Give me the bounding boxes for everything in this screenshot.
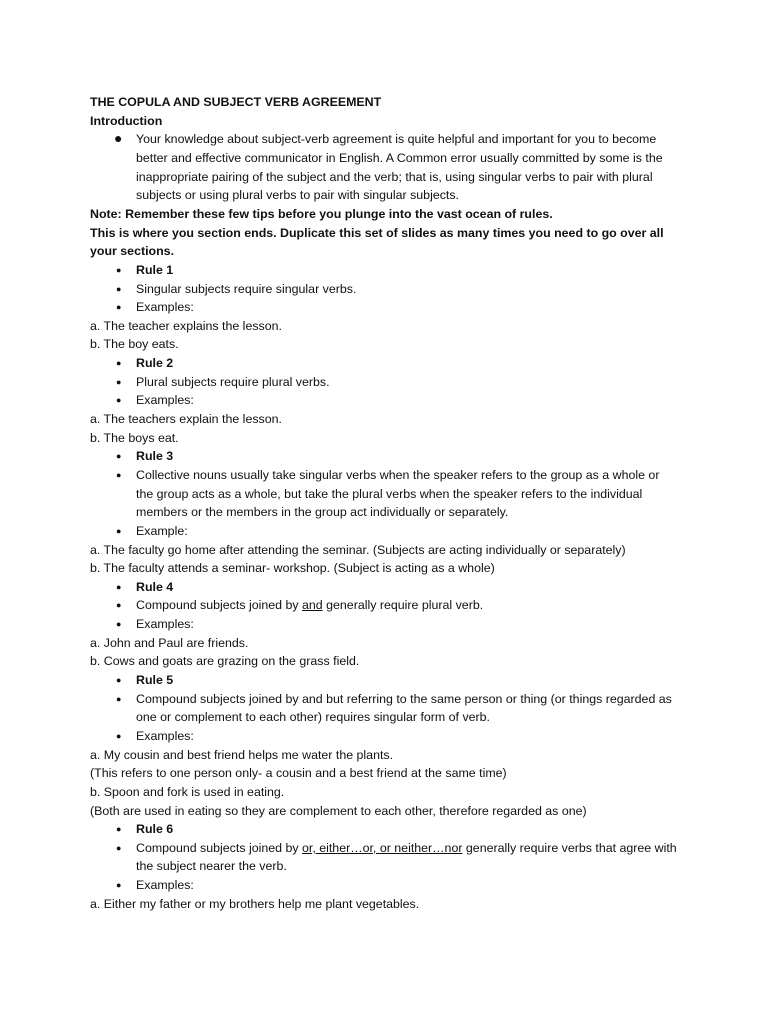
example-line: a. My cousin and best friend helps me water the plants.	[90, 747, 394, 762]
bullet-icon: ●	[116, 824, 122, 835]
bullet-icon: ●	[116, 264, 122, 275]
example-line: a. Either my father or my brothers help me plant vegetables.	[90, 896, 420, 911]
bullet-icon: ●	[114, 130, 123, 147]
example-line: a. John and Paul are friends.	[90, 635, 249, 650]
rule-text: Collective nouns usually take singular verbs when the speaker refers to the group as a whole or the group acts as a whole, but take the plural verbs when the speaker refers to the individual members or the members in the group act individually or separately.	[136, 467, 660, 520]
intro-bullet-item	[90, 130, 690, 205]
bullet-icon: ●	[116, 600, 122, 611]
bullet-icon: ●	[116, 451, 122, 462]
example-line: a. The teacher explains the lesson.	[90, 318, 282, 333]
intro-heading: Introduction	[90, 113, 163, 128]
rule-1-examples-label	[90, 298, 690, 317]
bullet-icon: ●	[116, 376, 122, 387]
bullet-icon: ●	[116, 302, 122, 313]
document-title: THE COPULA AND SUBJECT VERB AGREEMENT	[90, 95, 382, 109]
example-line: (This refers to one person only- a cousin and a best friend at the same time)	[90, 766, 507, 781]
rule-6-examples-label	[90, 876, 690, 895]
rule-text-post: generally require plural verb.	[322, 598, 484, 613]
rule-text-underlined: or, either…or, or neither…nor	[302, 840, 463, 855]
rule-text: Singular subjects require singular verbs.	[136, 281, 357, 296]
rule-text	[136, 596, 690, 615]
rule-1-statement	[90, 280, 690, 299]
rule-label: Rule 6	[136, 822, 174, 837]
rule-text-pre: Compound subjects joined by	[136, 598, 302, 613]
bullet-icon: ●	[116, 675, 122, 685]
rule-label: Rule 4	[136, 579, 174, 594]
bullet-icon: ●	[116, 525, 122, 536]
examples-label: Example:	[136, 523, 188, 538]
rule-3-heading	[90, 447, 690, 466]
bullet-icon: ●	[116, 619, 122, 630]
rule-label: Rule 5	[136, 673, 174, 687]
bullet-icon: ●	[116, 581, 122, 592]
example-line: b. Spoon and fork is used in eating.	[90, 784, 285, 799]
example-line: (Both are used in eating so they are complement to each other, therefore regarded as one)	[90, 803, 587, 818]
example-line: b. The boy eats.	[90, 337, 179, 352]
bullet-icon: ●	[116, 842, 122, 853]
rule-text: Compound subjects joined by and but referring to the same person or thing (or things regarded as one or complement to each other) requires singular form of verb.	[136, 691, 672, 725]
rule-2-statement	[90, 373, 690, 392]
section-end-text: This is where you section ends. Duplicate this set of slides as many times you need to go over all your sections.	[90, 225, 664, 259]
rule-text-underlined: and	[302, 598, 323, 613]
examples-label: Examples:	[136, 393, 194, 408]
rule-4-statement	[90, 596, 690, 615]
rule-label: Rule 3	[136, 449, 174, 464]
example-line: b. The boys eat.	[90, 430, 179, 445]
rule-5-heading	[90, 671, 690, 690]
example-line: a. The faculty go home after attending the seminar. (Subjects are acting individually or separately)	[90, 542, 626, 557]
examples-label: Examples:	[136, 617, 194, 632]
rule-3-examples-label	[90, 522, 690, 541]
example-line: a. The teachers explain the lesson.	[90, 411, 282, 426]
rule-3-statement	[90, 466, 690, 522]
bullet-icon: ●	[116, 358, 122, 369]
rule-text-pre: Compound subjects joined by	[136, 840, 302, 855]
rule-2-heading	[90, 354, 690, 373]
rule-5-statement	[90, 690, 690, 727]
rule-text	[136, 839, 681, 876]
bullet-icon: ●	[116, 693, 122, 704]
rule-4-heading	[90, 578, 690, 597]
rule-label: Rule 1	[136, 262, 174, 277]
document-body	[90, 93, 690, 913]
rule-text-post: generally require verbs that agree with the subject nearer the verb.	[136, 840, 677, 874]
note-text: Note: Remember these few tips before you plunge into the vast ocean of rules.	[90, 206, 553, 221]
bullet-icon: ●	[116, 283, 122, 294]
intro-paragraph: Your knowledge about subject-verb agreement is quite helpful and important for you to become better and effective communicator in English. A Common error usually committed by some is the inappropriate pairing of the subject and the verb; that is, using singular verbs to pair with plural subjects or using plural verbs to pair with singular subjects.	[136, 132, 663, 203]
rule-2-examples-label	[90, 391, 690, 410]
rule-5-examples-label	[90, 727, 690, 746]
example-line: b. The faculty attends a seminar- workshop. (Subject is acting as a whole)	[90, 561, 495, 576]
examples-label: Examples:	[136, 878, 194, 893]
rule-1-heading	[90, 261, 690, 280]
example-line: b. Cows and goats are grazing on the grass field.	[90, 654, 360, 669]
bullet-icon: ●	[116, 395, 122, 406]
examples-label: Examples:	[136, 300, 194, 315]
rule-4-examples-label	[90, 615, 690, 634]
rule-label: Rule 2	[136, 356, 174, 371]
rule-text: Plural subjects require plural verbs.	[136, 374, 330, 389]
bullet-icon: ●	[116, 469, 122, 480]
bullet-icon: ●	[116, 730, 122, 741]
rule-6-heading	[90, 820, 690, 839]
examples-label: Examples:	[136, 728, 194, 743]
bullet-icon: ●	[116, 880, 122, 891]
rule-6-statement	[90, 839, 690, 876]
